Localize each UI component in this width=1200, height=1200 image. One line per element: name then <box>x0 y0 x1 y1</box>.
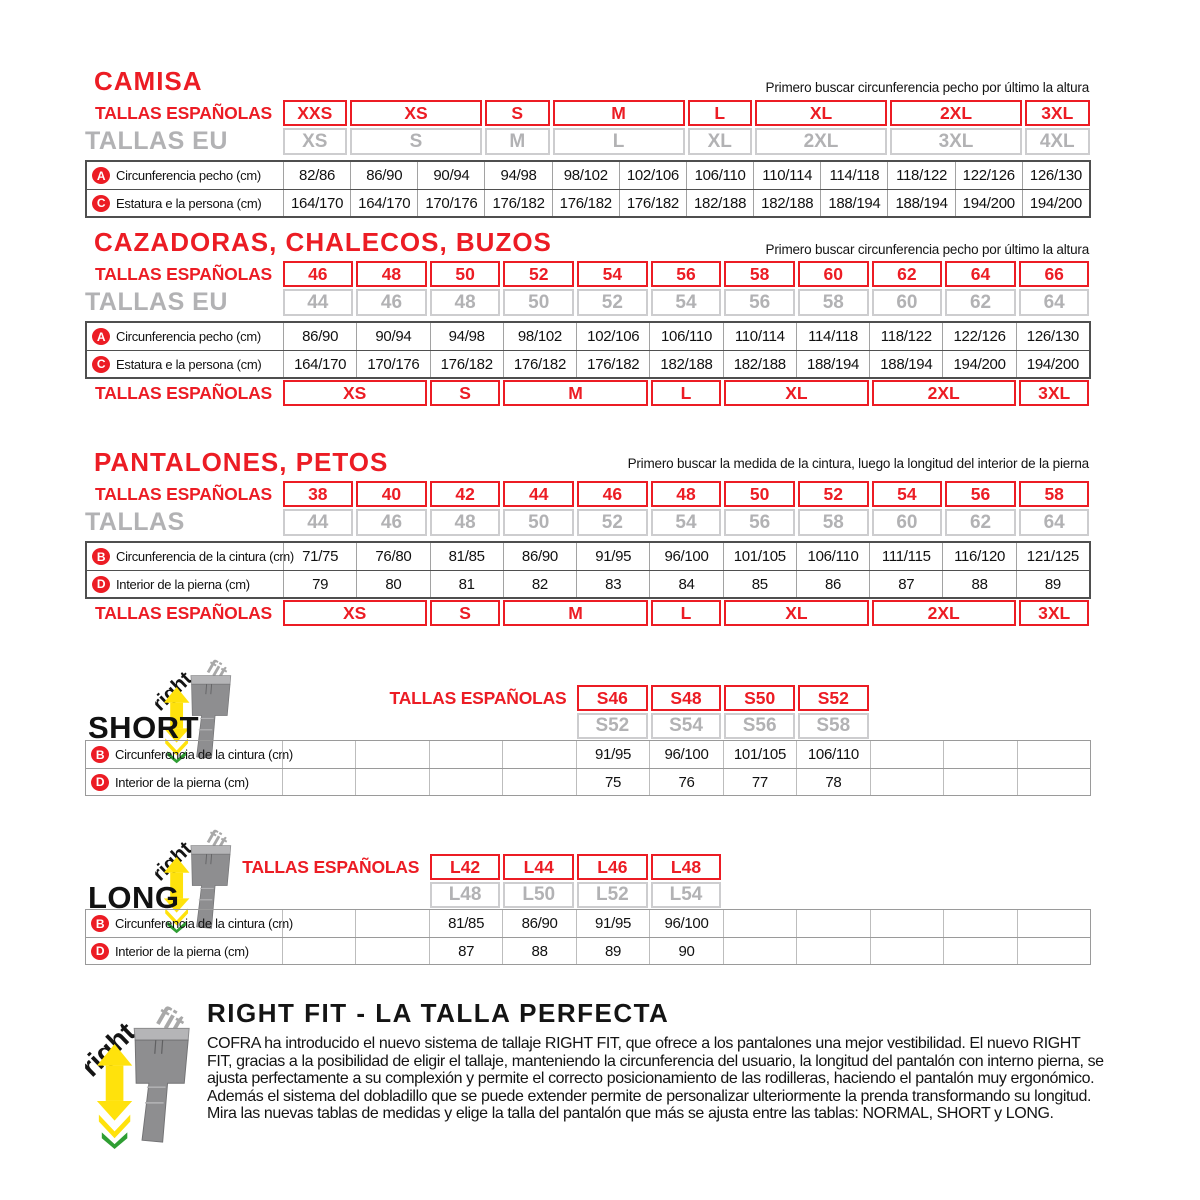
value-cell: 79 <box>283 571 356 597</box>
cazadoras-note: Primero buscar circunferencia pecho por último la altura <box>765 242 1089 257</box>
tallas-espanolas-label: TALLAS ESPAÑOLAS <box>389 687 567 708</box>
measure-b-icon: B <box>91 746 109 763</box>
value-cell: 81/85 <box>429 910 502 937</box>
row-label-text: Circunferencia de la cintura (cm) <box>115 747 293 762</box>
value-cell: 96/100 <box>649 741 722 768</box>
value-cell <box>1017 938 1090 964</box>
cazadoras-data-block <box>85 321 1091 379</box>
size-cell: L48 <box>430 882 501 908</box>
table-row <box>86 741 1090 768</box>
section-short <box>85 650 1091 800</box>
section-pantalones <box>85 447 1091 627</box>
size-cell: 48 <box>430 509 501 536</box>
value-cell <box>429 769 502 795</box>
value-cell: 188/194 <box>869 351 942 377</box>
value-cell <box>355 769 428 795</box>
value-cell: 164/170 <box>350 190 417 216</box>
table-row <box>87 350 1089 377</box>
tallas-label: TALLAS <box>85 508 185 536</box>
section-cazadoras <box>85 227 1091 407</box>
row-label <box>87 162 283 189</box>
size-cell: S52 <box>798 685 869 711</box>
size-cell: 62 <box>872 261 943 287</box>
size-cell: S52 <box>577 713 648 739</box>
value-cell: 89 <box>1016 571 1089 597</box>
table-row <box>87 543 1089 570</box>
cazadoras-title: CAZADORAS, CHALECOS, BUZOS <box>94 227 552 257</box>
short-es-row <box>85 684 1091 712</box>
value-cell: 176/182 <box>576 351 649 377</box>
size-cell: S48 <box>651 685 722 711</box>
table-row <box>87 189 1089 216</box>
value-cell: 87 <box>869 571 942 597</box>
cazadoras-letter-row <box>85 379 1091 407</box>
pantalones-eu-row <box>85 508 1091 536</box>
camisa-es-row <box>85 99 1091 127</box>
value-cell: 182/188 <box>723 351 796 377</box>
size-cell: 58 <box>724 261 795 287</box>
size-cell: M <box>503 380 647 406</box>
rightfit-logo-large <box>85 993 203 1150</box>
size-cell: XL <box>755 100 887 126</box>
value-cell: 101/105 <box>723 741 796 768</box>
size-cell: 48 <box>356 261 427 287</box>
value-cell: 86/90 <box>350 162 417 189</box>
value-cell: 122/126 <box>942 323 1015 350</box>
size-cell: 64 <box>1019 289 1090 316</box>
value-cell: 101/105 <box>723 543 796 570</box>
size-cell: XL <box>688 128 753 155</box>
size-cell: 50 <box>503 289 574 316</box>
value-cell: 188/194 <box>820 190 887 216</box>
value-cell: 94/98 <box>430 323 503 350</box>
size-cell: 54 <box>577 261 648 287</box>
value-cell <box>282 938 355 964</box>
value-cell <box>870 910 943 937</box>
tallas-eu-label: TALLAS EU <box>85 127 228 155</box>
value-cell: 176/182 <box>503 351 576 377</box>
row-label-text: Interior de la pierna (cm) <box>116 576 250 592</box>
value-cell: 110/114 <box>753 162 820 189</box>
pantalones-title: PANTALONES, PETOS <box>94 447 389 477</box>
value-cell <box>282 910 355 937</box>
size-cell: 56 <box>945 481 1016 507</box>
value-cell: 91/95 <box>576 910 649 937</box>
value-cell: 106/110 <box>686 162 753 189</box>
value-cell: 90/94 <box>417 162 484 189</box>
value-cell: 122/126 <box>955 162 1022 189</box>
size-cell: S <box>350 128 482 155</box>
size-cell: 52 <box>798 481 869 507</box>
value-cell: 126/130 <box>1022 162 1089 189</box>
value-cell: 106/110 <box>796 543 869 570</box>
tallas-eu-label: TALLAS EU <box>85 288 228 316</box>
size-cell: 46 <box>283 261 354 287</box>
value-cell: 176/182 <box>484 190 551 216</box>
value-cell <box>723 910 796 937</box>
value-cell: 82/86 <box>283 162 350 189</box>
size-cell: XS <box>283 128 348 155</box>
tallas-espanolas-label: TALLAS ESPAÑOLAS <box>242 856 420 877</box>
value-cell: 81/85 <box>430 543 503 570</box>
table-row <box>87 570 1089 597</box>
pantalones-note: Primero buscar la medida de la cintura, luego la longitud del interior de la pierna <box>627 456 1089 471</box>
table-row <box>86 937 1090 964</box>
row-label <box>86 910 293 937</box>
value-cell: 106/110 <box>796 741 869 768</box>
value-cell: 88 <box>942 571 1015 597</box>
short-title: SHORT <box>88 710 199 745</box>
value-cell: 111/115 <box>869 543 942 570</box>
value-cell: 194/200 <box>1022 190 1089 216</box>
value-cell <box>943 769 1016 795</box>
size-cell: 44 <box>283 509 354 536</box>
value-cell: 176/182 <box>619 190 686 216</box>
size-cell: S46 <box>577 685 648 711</box>
value-cell: 170/176 <box>356 351 429 377</box>
value-cell: 76 <box>649 769 722 795</box>
value-cell: 182/188 <box>753 190 820 216</box>
value-cell: 121/125 <box>1016 543 1089 570</box>
value-cell: 118/122 <box>869 323 942 350</box>
size-cell: 56 <box>651 261 722 287</box>
size-cell: 42 <box>430 481 501 507</box>
measure-d-icon: D <box>91 943 109 960</box>
value-cell: 90/94 <box>356 323 429 350</box>
value-cell: 116/120 <box>942 543 1015 570</box>
size-cell: S <box>430 600 501 626</box>
value-cell: 194/200 <box>942 351 1015 377</box>
value-cell <box>1017 910 1090 937</box>
value-cell <box>1017 741 1090 768</box>
camisa-note: Primero buscar circunferencia pecho por último la altura <box>765 80 1089 95</box>
table-row <box>86 768 1090 795</box>
size-cell: S <box>485 100 550 126</box>
section-long <box>85 818 1091 968</box>
value-cell: 91/95 <box>576 741 649 768</box>
row-label <box>86 938 282 964</box>
size-cell: 46 <box>577 481 648 507</box>
size-cell: 56 <box>724 289 795 316</box>
value-cell <box>796 910 869 937</box>
row-label-text: Circunferencia de la cintura (cm) <box>116 549 294 564</box>
size-cell: L52 <box>577 882 648 908</box>
size-cell: 2XL <box>872 380 1016 406</box>
value-cell: 80 <box>356 571 429 597</box>
size-cell: S50 <box>724 685 795 711</box>
value-cell <box>355 741 428 768</box>
size-cell: 60 <box>798 261 869 287</box>
value-cell: 86/90 <box>503 543 576 570</box>
row-label <box>87 571 283 597</box>
spacer <box>85 712 576 740</box>
size-cell: L44 <box>503 854 574 880</box>
value-cell: 118/122 <box>887 162 954 189</box>
row-label-text: Interior de la pierna (cm) <box>115 943 249 959</box>
size-cell: M <box>485 128 550 155</box>
value-cell: 164/170 <box>283 190 350 216</box>
value-cell: 96/100 <box>649 910 722 937</box>
size-cell: XS <box>350 100 482 126</box>
short-data-block <box>85 740 1091 796</box>
size-cell: 56 <box>724 509 795 536</box>
value-cell: 86/90 <box>502 910 575 937</box>
tallas-espanolas-label: TALLAS ESPAÑOLAS <box>95 602 272 623</box>
size-cell: 64 <box>945 261 1016 287</box>
size-cell: XS <box>283 600 427 626</box>
measure-c-icon: C <box>92 356 110 373</box>
value-cell <box>870 769 943 795</box>
rightfit-title: RIGHT FIT - LA TALLA PERFECTA <box>207 998 670 1028</box>
tallas-espanolas-label: TALLAS ESPAÑOLAS <box>95 483 272 504</box>
size-cell: 60 <box>872 289 943 316</box>
size-cell: S54 <box>651 713 722 739</box>
value-cell: 170/176 <box>417 190 484 216</box>
long-eu-row <box>85 881 1091 909</box>
table-row <box>87 162 1089 189</box>
size-cell: 54 <box>651 509 722 536</box>
value-cell <box>502 769 575 795</box>
measure-d-icon: D <box>92 576 110 593</box>
size-cell: 2XL <box>872 600 1016 626</box>
measure-d-icon: D <box>91 774 109 791</box>
size-cell: 52 <box>577 509 648 536</box>
table-row <box>86 910 1090 937</box>
spacer <box>85 881 428 909</box>
value-cell: 164/170 <box>283 351 356 377</box>
camisa-title: CAMISA <box>94 66 203 96</box>
size-cell: 60 <box>872 509 943 536</box>
value-cell <box>943 910 1016 937</box>
size-cell: L <box>553 128 685 155</box>
size-cell: 50 <box>503 509 574 536</box>
value-cell <box>943 741 1016 768</box>
value-cell: 176/182 <box>552 190 619 216</box>
short-eu-row <box>85 712 1091 740</box>
value-cell <box>355 938 428 964</box>
size-cell: 58 <box>1019 481 1090 507</box>
size-cell: 48 <box>651 481 722 507</box>
size-cell: 50 <box>430 261 501 287</box>
size-cell: L54 <box>651 882 722 908</box>
size-cell: 38 <box>283 481 354 507</box>
size-cell: 58 <box>798 509 869 536</box>
size-cell: 50 <box>724 481 795 507</box>
value-cell: 77 <box>723 769 796 795</box>
pantalones-data-block <box>85 541 1091 599</box>
long-data-block <box>85 909 1091 965</box>
value-cell: 98/102 <box>552 162 619 189</box>
row-label <box>87 543 294 570</box>
value-cell: 182/188 <box>686 190 753 216</box>
value-cell: 86 <box>796 571 869 597</box>
value-cell: 81 <box>430 571 503 597</box>
value-cell <box>943 938 1016 964</box>
size-cell: L <box>651 600 722 626</box>
value-cell: 71/75 <box>283 543 356 570</box>
row-label <box>86 769 282 795</box>
size-cell: M <box>503 600 647 626</box>
value-cell: 188/194 <box>796 351 869 377</box>
size-cell: 40 <box>356 481 427 507</box>
value-cell: 106/110 <box>649 323 722 350</box>
measure-c-icon: C <box>92 195 110 212</box>
row-label-text: Estatura e la persona (cm) <box>116 356 262 372</box>
size-cell: 52 <box>577 289 648 316</box>
size-cell: 62 <box>945 509 1016 536</box>
value-cell <box>502 741 575 768</box>
value-cell: 91/95 <box>576 543 649 570</box>
value-cell: 126/130 <box>1016 323 1089 350</box>
size-cell: 44 <box>503 481 574 507</box>
size-cell: L48 <box>651 854 722 880</box>
value-cell: 96/100 <box>649 543 722 570</box>
value-cell <box>1017 769 1090 795</box>
size-cell: 2XL <box>755 128 887 155</box>
row-label-text: Circunferencia pecho (cm) <box>116 329 261 344</box>
value-cell <box>355 910 428 937</box>
value-cell: 89 <box>576 938 649 964</box>
row-label <box>87 351 283 377</box>
tallas-espanolas-label: TALLAS ESPAÑOLAS <box>95 382 272 403</box>
value-cell: 194/200 <box>1016 351 1089 377</box>
measure-b-icon: B <box>92 548 110 565</box>
value-cell: 87 <box>429 938 502 964</box>
size-cell: 3XL <box>1019 380 1090 406</box>
value-cell: 78 <box>796 769 869 795</box>
size-cell: 54 <box>651 289 722 316</box>
value-cell: 114/118 <box>820 162 887 189</box>
table-row <box>87 323 1089 350</box>
tallas-espanolas-label: TALLAS ESPAÑOLAS <box>95 102 272 123</box>
row-label-text: Estatura e la persona (cm) <box>116 195 262 211</box>
size-cell: 44 <box>283 289 354 316</box>
size-cell: 3XL <box>890 128 1022 155</box>
value-cell <box>282 769 355 795</box>
section-camisa <box>85 66 1091 218</box>
value-cell: 194/200 <box>955 190 1022 216</box>
camisa-data-block <box>85 160 1091 218</box>
tallas-espanolas-label: TALLAS ESPAÑOLAS <box>95 263 272 284</box>
size-cell: S <box>430 380 501 406</box>
pantalones-letter-row <box>85 599 1091 627</box>
value-cell: 88 <box>502 938 575 964</box>
size-cell: L42 <box>430 854 501 880</box>
value-cell: 102/106 <box>619 162 686 189</box>
pantalones-es-row <box>85 480 1091 508</box>
size-cell: XL <box>724 380 868 406</box>
measure-a-icon: A <box>92 328 110 345</box>
value-cell <box>870 741 943 768</box>
value-cell <box>723 938 796 964</box>
size-cell: L50 <box>503 882 574 908</box>
size-cell: S58 <box>798 713 869 739</box>
value-cell: 176/182 <box>430 351 503 377</box>
size-cell: 46 <box>356 509 427 536</box>
value-cell: 85 <box>723 571 796 597</box>
value-cell: 188/194 <box>887 190 954 216</box>
row-label <box>86 741 293 768</box>
value-cell: 82 <box>503 571 576 597</box>
size-cell: 58 <box>798 289 869 316</box>
size-cell: 66 <box>1019 261 1090 287</box>
long-title: LONG <box>88 880 180 915</box>
value-cell: 98/102 <box>503 323 576 350</box>
value-cell: 75 <box>576 769 649 795</box>
value-cell <box>282 741 355 768</box>
cazadoras-es-row <box>85 260 1091 288</box>
value-cell <box>429 741 502 768</box>
camisa-eu-row <box>85 127 1091 155</box>
value-cell: 86/90 <box>283 323 356 350</box>
value-cell: 90 <box>649 938 722 964</box>
size-cell: 3XL <box>1019 600 1090 626</box>
section-rightfit <box>85 985 1105 1175</box>
size-cell: XS <box>283 380 427 406</box>
long-es-row <box>85 853 1091 881</box>
size-cell: 62 <box>945 289 1016 316</box>
row-label-text: Circunferencia de la cintura (cm) <box>115 916 293 931</box>
value-cell: 83 <box>576 571 649 597</box>
size-cell: L <box>688 100 753 126</box>
size-cell: 2XL <box>890 100 1022 126</box>
cazadoras-eu-row <box>85 288 1091 316</box>
size-cell: L46 <box>577 854 648 880</box>
size-cell: S56 <box>724 713 795 739</box>
row-label <box>87 323 283 350</box>
size-cell: M <box>553 100 685 126</box>
value-cell <box>870 938 943 964</box>
size-cell: 46 <box>356 289 427 316</box>
value-cell: 102/106 <box>576 323 649 350</box>
size-cell: 48 <box>430 289 501 316</box>
measure-a-icon: A <box>92 167 110 184</box>
size-cell: XL <box>724 600 868 626</box>
row-label-text: Interior de la pierna (cm) <box>115 774 249 790</box>
measure-b-icon: B <box>91 915 109 932</box>
size-cell: 64 <box>1019 509 1090 536</box>
value-cell: 94/98 <box>484 162 551 189</box>
value-cell: 110/114 <box>723 323 796 350</box>
rightfit-paragraph: COFRA ha introducido el nuevo sistema de tallaje RIGHT FIT, que ofrece a los pantalones una mejor vestibilidad. El nuevo RIGHT FIT, gracias a la posibilidad de eligir el tallaje, manteniendo la circunferencia del usuario, la longitud del pantalón con interno pierna, se ajusta perfectamente a su complexión y permite el correcto posicionamiento de las rodilleras, haciendo el pantalón muy ergonómico. Además el sistema del dobladillo que se puede extender permite de personalizar ulteriormente la prenda transformando su longitud. Mira las nuevas tablas de medidas y elige la talla del pantalón que más se ajusta entre las tablas: NORMAL, SHORT y LONG. <box>207 1035 1104 1122</box>
size-cell: 54 <box>872 481 943 507</box>
size-cell: 3XL <box>1025 100 1090 126</box>
size-cell: 4XL <box>1025 128 1090 155</box>
row-label <box>87 190 283 216</box>
value-cell: 114/118 <box>796 323 869 350</box>
value-cell: 182/188 <box>649 351 722 377</box>
size-cell: 52 <box>503 261 574 287</box>
value-cell: 76/80 <box>356 543 429 570</box>
value-cell <box>796 938 869 964</box>
value-cell: 84 <box>649 571 722 597</box>
size-cell: XXS <box>283 100 348 126</box>
row-label-text: Circunferencia pecho (cm) <box>116 168 261 183</box>
size-cell: L <box>651 380 722 406</box>
